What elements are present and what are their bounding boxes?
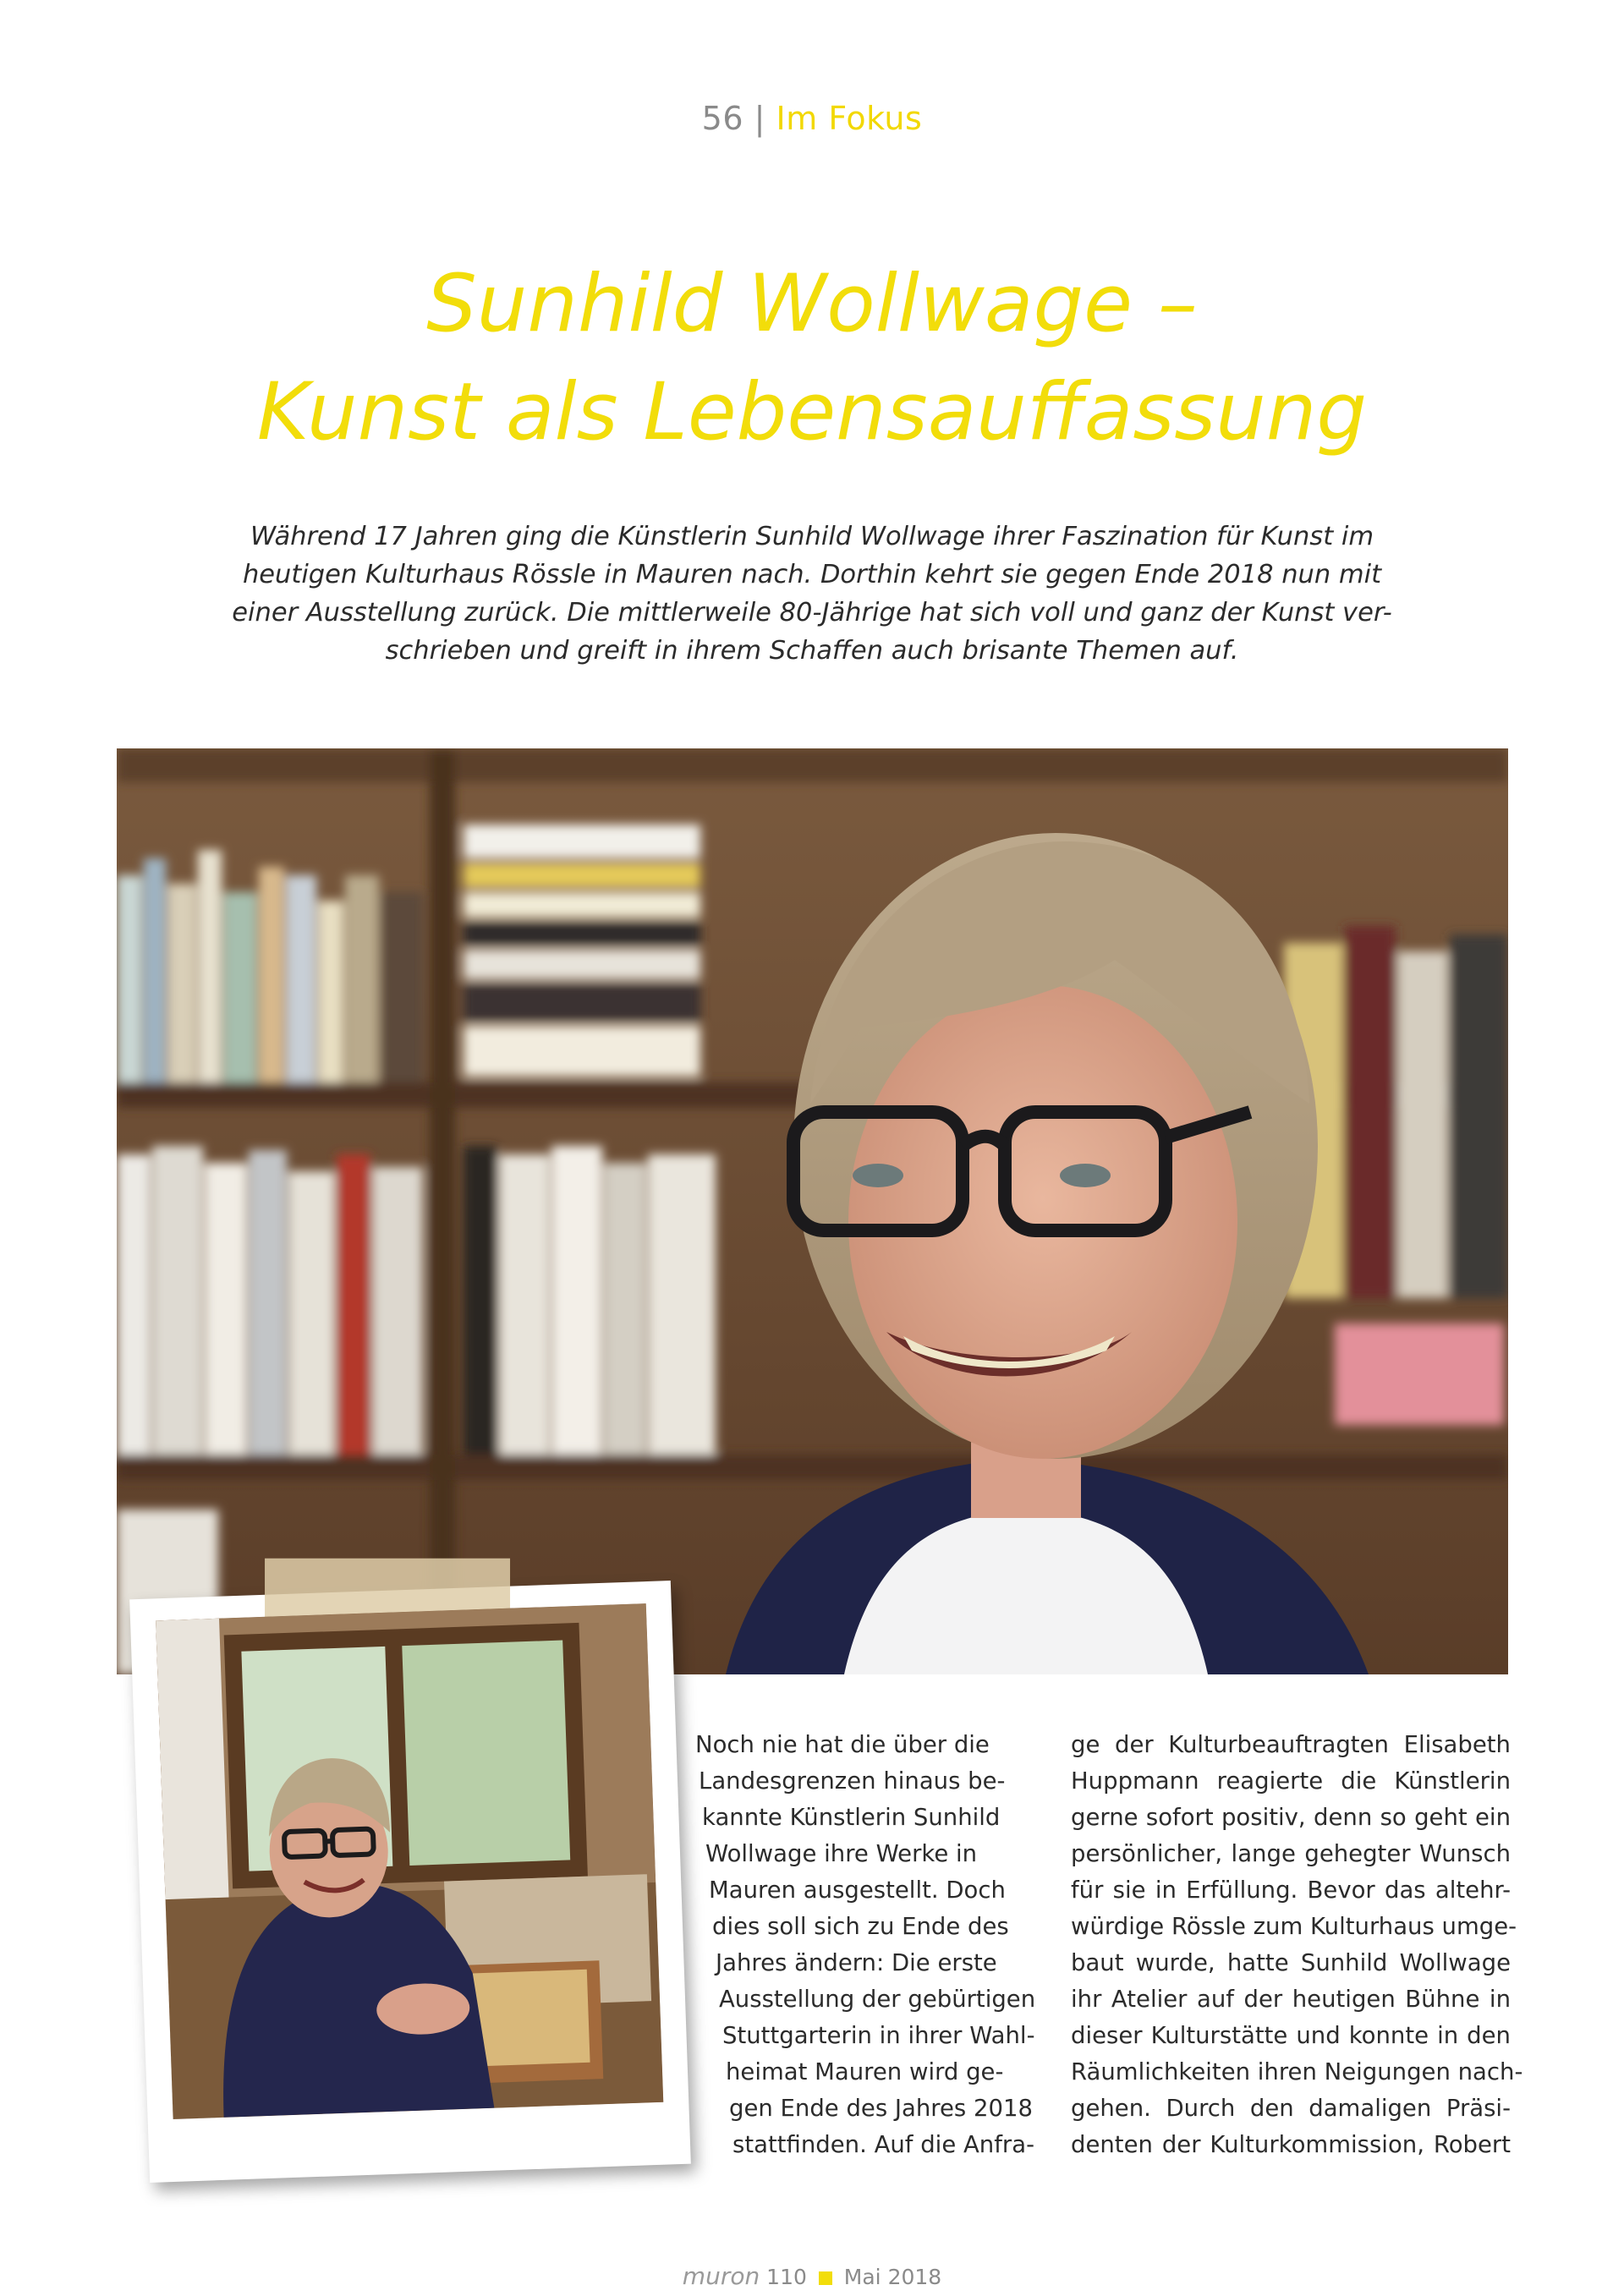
body-line: ihr Atelier auf der heutigen Bühne in: [1071, 1986, 1511, 2013]
body-line: stattfinden. Auf die Anfra-: [732, 2131, 1034, 2158]
body-line: gen Ende des Jahres 2018: [729, 2095, 1033, 2122]
body-line: würdige Rössle zum Kulturhaus umge-: [1071, 1913, 1517, 1940]
body-line: gerne sofort positiv, denn so geht ein: [1071, 1804, 1511, 1831]
title-line-1: Sunhild Wollwage –: [426, 258, 1198, 350]
atelier-photo: [156, 1603, 663, 2119]
body-line: dieser Kulturstätte und konnte in den: [1071, 2022, 1511, 2049]
header-separator: |: [754, 100, 765, 137]
body-column-2: [1071, 1727, 1523, 2163]
body-line: Huppmann reagierte die Künstlerin: [1071, 1767, 1511, 1795]
body-line: heimat Mauren wird ge-: [726, 2058, 1004, 2085]
section-label: Im Fokus: [776, 100, 923, 137]
body-line: Landesgrenzen hinaus be-: [699, 1767, 1006, 1795]
page-number: 56: [701, 100, 744, 137]
portrait-photo: [117, 748, 1508, 1674]
body-line: Noch nie hat die über die: [695, 1731, 990, 1758]
body-line: gehen. Durch den damaligen Präsi-: [1071, 2095, 1511, 2122]
body-line: denten der Kulturkommission, Robert: [1071, 2131, 1511, 2158]
body-line: Räumlichkeiten ihren Neigungen nach-: [1071, 2058, 1523, 2085]
accent-square-icon: [819, 2271, 832, 2285]
body-line: Stuttgarterin in ihrer Wahl-: [722, 2022, 1035, 2049]
body-line: Wollwage ihre Werke in: [705, 1840, 978, 1867]
body-line: kannte Künstlerin Sunhild: [702, 1804, 1001, 1831]
article-title: [0, 250, 1624, 467]
lead-paragraph: [230, 518, 1394, 670]
issue-date: Mai 2018: [843, 2265, 942, 2289]
body-line: dies soll sich zu Ende des: [712, 1913, 1009, 1940]
lead-line: einer Ausstellung zurück. Die mittlerweile 80-Jährige hat sich voll und ganz der Kunst ver-: [232, 598, 1392, 627]
lead-line: Während 17 Jahren ging die Künstlerin Sunhild Wollwage ihrer Faszination für Kunst im: [250, 522, 1374, 551]
title-line-2: Kunst als Lebensauffassung: [256, 366, 1368, 458]
polaroid-photo: [129, 1581, 691, 2183]
issue-number: 110: [766, 2265, 807, 2289]
magazine-brand: muron: [682, 2262, 760, 2290]
page-footer: [0, 2262, 1624, 2290]
body-line: Ausstellung der gebürtigen: [719, 1986, 1036, 2013]
body-line: ge der Kulturbeauftragten Elisabeth: [1071, 1731, 1511, 1758]
body-line: für sie in Erfüllung. Bevor das altehr-: [1071, 1877, 1511, 1904]
portrait-photo-illustration: [117, 748, 1508, 1674]
body-column-1: [678, 1727, 1034, 2163]
lead-line: schrieben und greift in ihrem Schaffen auch brisante Themen auf.: [385, 636, 1239, 666]
lead-line: heutigen Kulturhaus Rössle in Mauren nach. Dorthin kehrt sie gegen Ende 2018 nun mit: [242, 560, 1382, 589]
body-line: Jahres ändern: Die erste: [716, 1949, 997, 1976]
body-line: persönlicher, lange gehegter Wunsch: [1071, 1840, 1511, 1867]
page-header: [0, 100, 1624, 137]
body-line: Mauren ausgestellt. Doch: [709, 1877, 1006, 1904]
atelier-photo-illustration: [156, 1603, 663, 2119]
body-line: baut wurde, hatte Sunhild Wollwage: [1071, 1949, 1511, 1976]
